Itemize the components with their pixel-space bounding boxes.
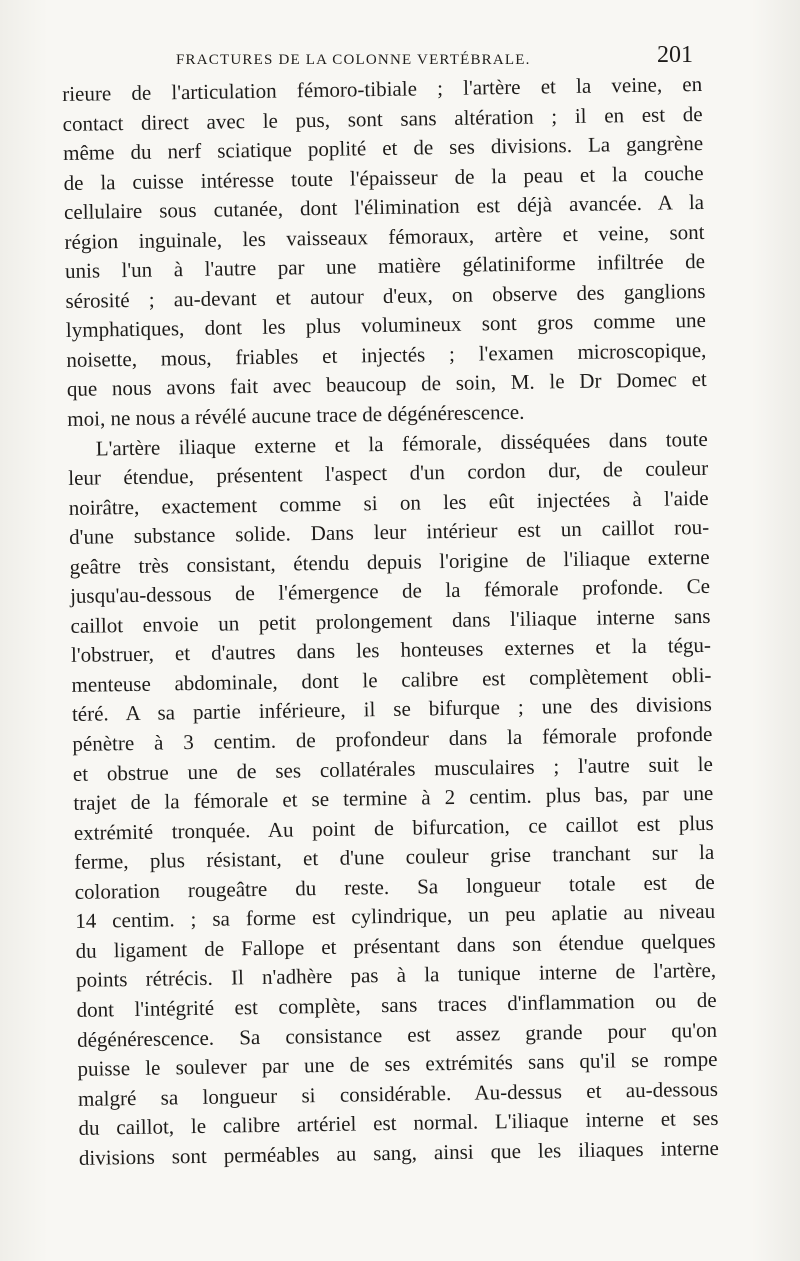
text-line: que nous avons fait avec beaucoup de soin, M. le Dr Domec et (66, 367, 707, 402)
text-line: même du nerf sciatique poplité et de ses divisions. La gangrène (62, 131, 704, 166)
text-line: dont l'intégrité est complète, sans traces d'inflammation ou de (76, 987, 717, 1022)
text-line: région inguinale, les vaisseaux fémoraux, artère et veine, sont (64, 219, 705, 254)
text-line: noirâtre, exactement comme si on les eût injectées à l'aide (68, 485, 709, 520)
text-line: 14 centim. ; sa forme est cylindrique, un peu aplatie au niveau (75, 899, 716, 934)
text-line: téré. A sa partie inférieure, il se bifurque ; une des divisions (71, 692, 713, 727)
text-line: du ligament de Fallope et présentant dans son étendue quelques (75, 928, 716, 963)
text-line: ferme, plus résistant, et d'une couleur grise tranchant sur la (74, 840, 715, 875)
text-line: rieure de l'articulation fémoro-tibiale ; l'artère et la veine, en (62, 71, 703, 106)
text-line: du caillot, le calibre artériel est normal. L'iliaque interne et ses (78, 1105, 719, 1141)
text-line: sérosité ; au-devant et autour d'eux, on observe des ganglions (65, 278, 706, 313)
text-line: jusqu'au-dessous de l'émergence de la fémorale profonde. Ce (69, 574, 711, 609)
text-line: trajet de la fémorale et se termine à 2 centim. plus bas, par une (73, 780, 714, 816)
page-number: 201 (657, 42, 693, 68)
text-line: extrémité tronquée. Au point de bifurcation, ce caillot est plus (73, 810, 714, 845)
text-line: contact direct avec le pus, sont sans altération ; il en est de (62, 101, 703, 136)
text-line: dégénérescence. Sa consistance est assez grande pour qu'on (76, 1017, 718, 1052)
text-line: et obstrue une de ses collatérales musculaires ; l'autre suit le (72, 751, 714, 786)
text-line: l'obstruer, et d'autres dans les honteuses externes et la tégu- (70, 633, 712, 668)
text-line: caillot envoie un petit prolongement dans l'iliaque interne sans (70, 603, 711, 638)
running-head: FRACTURES DE LA COLONNE VERTÉBRALE. (176, 52, 531, 68)
text-line: geâtre très consistant, étendu depuis l'origine de l'iliaque externe (69, 544, 710, 579)
text-line: lymphatiques, dont les plus volumineux sont gros comme une (65, 308, 707, 343)
text-line: puisse le soulever par une de ses extrémités sans qu'il se rompe (77, 1046, 718, 1081)
paragraph-start-line: L'artère iliaque externe et la fémorale, disséquées dans toute (95, 426, 708, 461)
paragraph-end-line: moi, ne nous a révélé aucune trace de dégénérescence. (67, 399, 525, 431)
text-line: divisions sont perméables au sang, ainsi que les iliaques interne (78, 1135, 720, 1170)
text-line: pénètre à 3 centim. de profondeur dans la fémorale profonde (72, 721, 713, 756)
text-line: de la cuisse intéresse toute l'épaisseur de la peau et la couche (63, 160, 704, 195)
body-text (62, 70, 719, 1173)
text-line: coloration rougeâtre du reste. Sa longueur totale est de (74, 869, 715, 904)
text-line: menteuse abdominale, dont le calibre est complètement obli- (71, 662, 712, 697)
text-line: points rétrécis. Il n'adhère pas à la tunique interne de l'artère, (75, 958, 717, 993)
text-line: noisette, mous, friables et injectés ; l'examen microscopique, (66, 337, 707, 372)
text-line: leur étendue, présentent l'aspect d'un cordon dur, de couleur (68, 456, 709, 491)
text-line: cellulaire sous cutanée, dont l'élimination est déjà avancée. A la (63, 190, 705, 225)
text-line: d'une substance solide. Dans leur intérieur est un caillot rou- (68, 515, 710, 550)
text-line: malgré sa longueur si considérable. Au-dessus et au-dessous (77, 1076, 719, 1111)
text-line: unis l'un à l'autre par une matière gélatiniforme infiltrée de (64, 249, 706, 284)
